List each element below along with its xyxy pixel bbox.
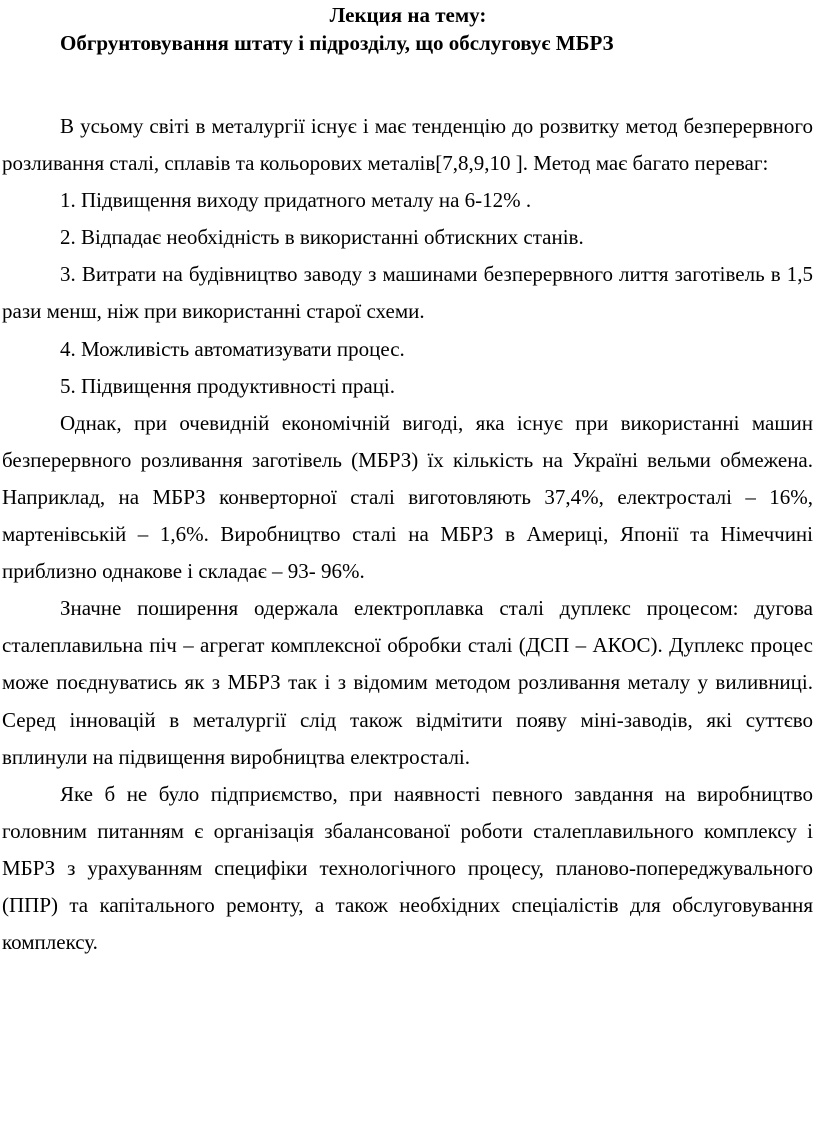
lecture-title: Лекция на тему: bbox=[329, 3, 487, 27]
advantage-item-4: 4. Можливість автоматизувати процес. bbox=[60, 336, 405, 361]
body-paragraph-2: Значне поширення одержала електроплавка сталі дуплекс процесом: дугова сталеплавильна піч – агрегат комплексної обробки сталі (ДСП – АКОС). Дуплекс процес може поєднуватись як з МБРЗ так і з відомим методом розливання металу у виливниці. Серед інновацій в металургії слід також відмітити появу міні-заводів, які суттєво вплинули на підвищення виробництва електросталі. bbox=[2, 596, 813, 769]
intro-paragraph: В усьому світі в металургії існує і має тенденцію до розвитку метод безперервного розливання сталі, сплавів та кольорових металів[7,8,9,10 ]. Метод має багато переваг: bbox=[2, 114, 813, 176]
lecture-subtitle: Обгрунтовування штату і підрозділу, що обслуговує МБРЗ bbox=[60, 31, 614, 55]
advantage-item-3: 3. Витрати на будівництво заводу з машинами безперервного лиття заготівель в 1,5 рази менш, ніж при використанні старої схеми. bbox=[2, 262, 813, 324]
advantage-item-2: 2. Відпадає необхідність в використанні обтискних станів. bbox=[60, 225, 584, 250]
advantage-item-1: 1. Підвищення виходу придатного металу на 6-12% . bbox=[60, 188, 532, 213]
advantage-item-5: 5. Підвищення продуктивності праці. bbox=[60, 373, 396, 398]
body-paragraph-3: Яке б не було підприємство, при наявності певного завдання на виробництво головним питанням є організація збалансованої роботи сталеплавильного комплексу і МБРЗ з урахуванням специфіки технологічного процесу, планово-попереджувального (ППР) та капітального ремонту, а також необхідних спеціалістів для обслуговування комплексу. bbox=[2, 781, 813, 955]
document-body bbox=[2, 108, 813, 961]
body-paragraph-1: Однак, при очевидній економічній вигоді, яка існує при використанні машин безперервного розливання заготівель (МБРЗ) їх кількість на Україні вельми обмежена. Наприклад, на МБРЗ конверторної сталі виготовляють 37,4%, електросталі – 16%, мартенівській – 1,6%. Виробництво сталі на МБРЗ в Америці, Японії та Німеччині приблизно однакове і складає – 93- 96%. bbox=[2, 410, 813, 584]
